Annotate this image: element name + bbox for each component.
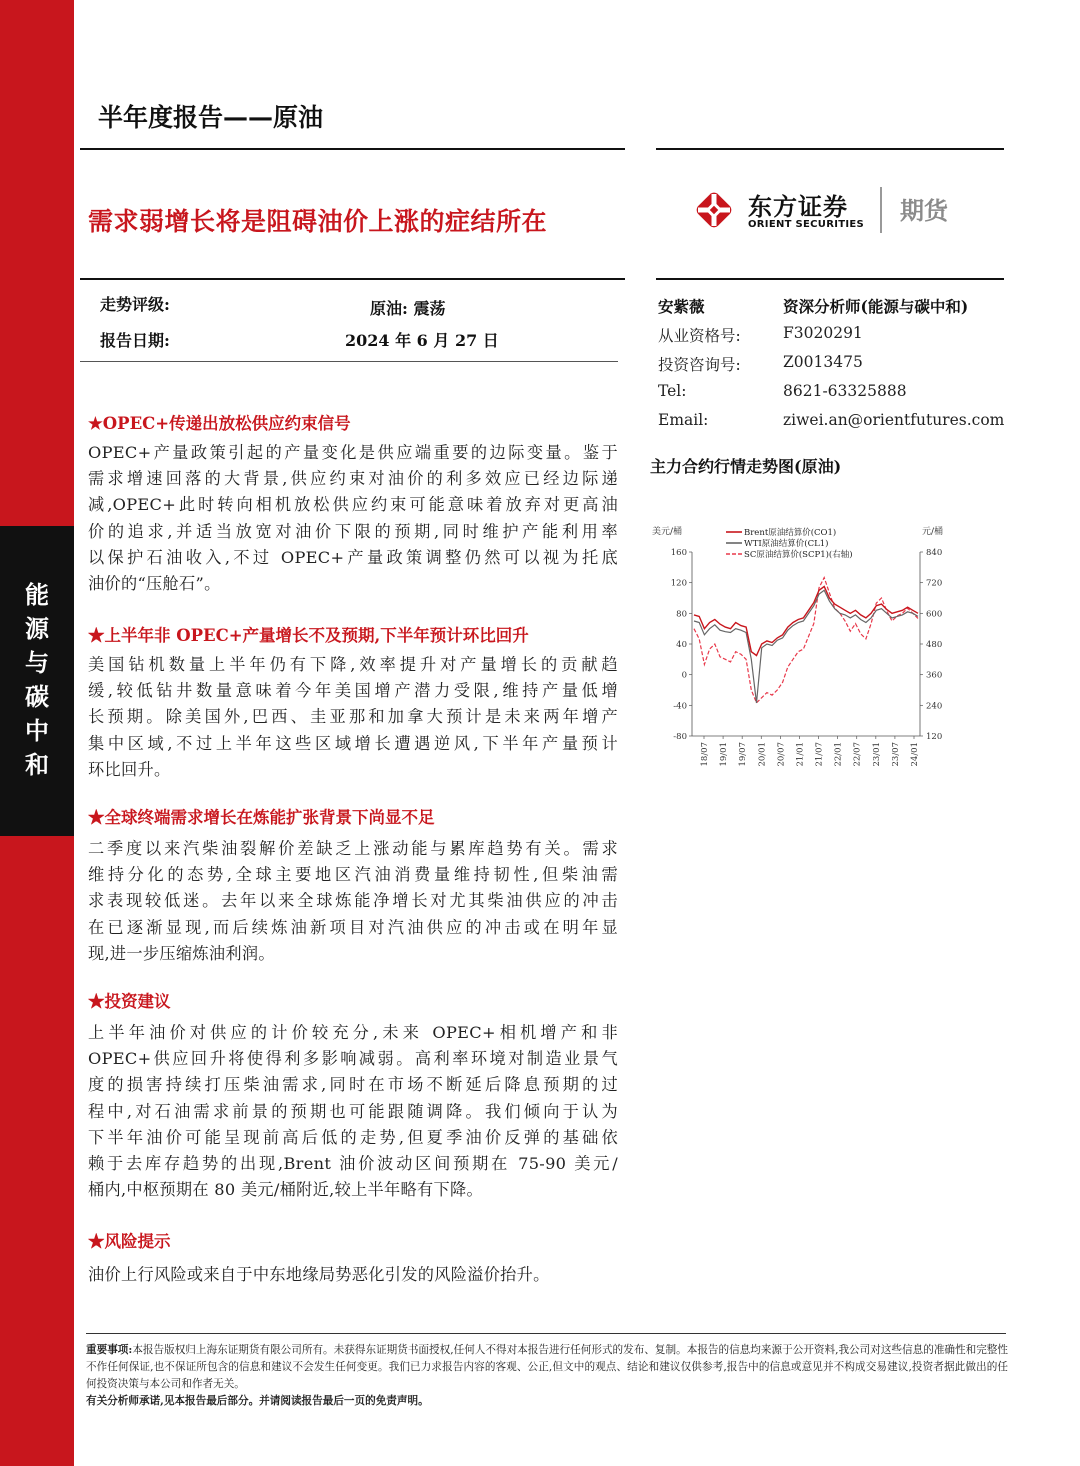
chart-title: 主力合约行情走势图(原油) [650,457,842,476]
chart-x-tick-label: 23/07 [890,742,901,767]
disclaimer-text: 本报告版权归上海东证期货有限公司所有。未获得东证期货书面授权,任何人不得对本报告进行任何形式的发布、复制。本报告的信息均来源于公开资料,我公司对这些信息的准确性和完整性不作任何保证,也不保证所包含的信息和建议不会发生任何变更。我们已力求报告内容的客观、公正,但文中的观点、结论和建议仅供参考,报告中的信息或意见并不构成交易建议,投资者据此做出的任何投资决策与本公司和作者无关。 [86,1344,1008,1390]
chart-right-tick-label: 480 [926,640,943,650]
analyst-row-label: 投资咨询号: [658,356,741,374]
chart-x-tick-label: 20/07 [776,742,787,767]
report-type: 半年度报告——原油 [98,103,324,132]
logo-cn-text: 东方证券 [748,193,848,221]
date-value: 2024 年 6 月 27 日 [345,331,499,350]
meta-rule-left [80,278,625,280]
meta-bottom-rule [80,361,618,362]
analyst-title: 资深分析师(能源与碳中和) [783,297,969,316]
chart-right-unit: 元/桶 [922,527,944,537]
report-headline: 需求弱增长将是阻碍油价上涨的症结所在 [88,207,548,236]
chart-x-tick-label: 22/07 [852,742,863,767]
body-line: 维持分化的态势,全球主要地区汽油消费量维持韧性,但柴油需 [88,865,618,885]
chart-legend-label: WTI原油结算价(CL1) [744,539,829,549]
body-line: 桶内,中枢预期在 80 美元/桶附近,较上半年略有下降。 [88,1180,483,1200]
disclaimer-bold-line: 有关分析师承诺,见本报告最后部分。并请阅读报告最后一页的免责声明。 [86,1395,429,1407]
body-line: 二季度以来汽柴油裂解价差缺乏上涨动能与累库趋势有关。需求 [88,839,618,858]
price-chart [648,520,960,782]
section-body-demand [88,836,618,967]
body-line: 环比回升。 [88,759,171,779]
orient-logo-icon [690,186,738,234]
analyst-row-value: Z0013475 [783,353,863,371]
side-char: 源 [25,615,49,643]
body-line: 以保护石油收入,不过 OPEC+产量政策调整仍然可以视为托底 [88,547,618,567]
chart-right-tick-label: 360 [926,670,943,681]
logo-divider [880,187,882,233]
body-line: 缓,较低钻井数量意味着今年美国增产潜力受限,维持产量低增 [88,681,618,701]
side-char: 中 [25,717,49,745]
chart-right-tick-label: 120 [926,732,943,742]
chart-left-tick-label: -80 [673,732,687,742]
analyst-name: 安紫薇 [658,297,705,316]
chart-right-tick-label: 840 [926,548,943,558]
chart-series-line [694,587,918,656]
chart-x-tick-label: 22/01 [833,742,844,767]
body-line: 在已逐渐显现,而后续炼油新项目对汽油供应的冲击或在明年显 [88,917,618,937]
body-line: 现,进一步压缩炼油利润。 [88,943,275,963]
disclaimer [86,1342,1008,1410]
chart-x-tick-label: 23/01 [871,742,882,767]
body-line: 美国钻机数量上半年仍有下降,效率提升对产量增长的贡献趋 [88,655,618,674]
chart-x-tick-label: 19/07 [738,742,749,767]
company-logo [690,183,960,237]
chart-left-tick-label: -40 [673,701,687,712]
section-body-risk [88,1262,618,1288]
body-line: 价的追求,并适当放宽对油价下限的预期,同时维护产能利用率 [88,521,618,541]
side-strip-top [0,0,74,526]
chart-right-tick-label: 240 [926,701,943,712]
logo-division-text: 期货 [900,197,948,225]
chart-x-tick-label: 20/01 [757,742,768,767]
analyst-email[interactable]: ziwei.an@orientfutures.com [783,411,1005,429]
analyst-row-value: F3020291 [783,324,863,342]
analyst-row-label: Tel: [658,382,687,400]
section-heading-risk: ★风险提示 [88,1232,171,1251]
chart-legend-label: Brent原油结算价(CO1) [744,528,837,538]
side-char: 与 [25,649,49,677]
body-line: 度的损害持续打压柴油需求,同时在市场不断延后降息预期的过 [88,1075,618,1095]
chart-left-unit: 美元/桶 [652,527,683,537]
body-line: 油价的“压舱石”。 [88,574,221,594]
chart-left-tick-label: 160 [670,548,687,558]
body-line: 程中,对石油需求前景的预期也可能跟随调降。我们倾向于认为 [88,1101,618,1121]
body-line: 求表现较低迷。去年以来全球炼能净增长对尤其柴油供应的冲击 [88,891,618,911]
chart-left-tick-label: 120 [670,578,687,589]
footer-rule [86,1333,1006,1334]
section-heading-non-opec: ★上半年非 OPEC+产量增长不及预期,下半年预计环比回升 [88,626,529,645]
rating-label: 走势评级: [100,295,170,314]
section-heading-opec: ★OPEC+传递出放松供应约束信号 [88,414,351,433]
section-heading-investment: ★投资建议 [88,992,171,1011]
section-heading-demand: ★全球终端需求增长在炼能扩张背景下尚显不足 [88,808,435,827]
body-line: OPEC+供应回升将使得利多影响减弱。高利率环境对制造业景气 [88,1049,618,1069]
chart-left-tick-label: 40 [676,640,687,650]
rating-value: 原油: 震荡 [370,299,446,318]
side-category-label [0,578,74,782]
date-label: 报告日期: [100,331,170,350]
side-char: 能 [25,581,49,609]
body-line: 油价上行风险或来自于中东地缘局势恶化引发的风险溢价抬升。 [88,1265,550,1284]
chart-legend-label: SC原油结算价(SCP1)(右轴) [744,550,853,560]
logo-en-text: ORIENT SECURITIES [748,219,865,230]
side-char: 碳 [25,683,49,711]
meta-rule-right [656,278,1004,280]
chart-x-tick-label: 24/01 [910,742,920,767]
body-line: 集中区域,不过上半年这些区域增长遭遇逆风,下半年产量预计 [88,733,618,753]
chart-series-line [694,578,918,703]
analyst-row-label: 从业资格号: [658,327,741,345]
body-line: OPEC+产量政策引起的产量变化是供应端重要的边际变量。鉴于 [88,443,618,462]
chart-x-tick-label: 21/01 [795,742,806,767]
header-rule-right [656,148,1004,150]
chart-right-tick-label: 600 [926,609,943,620]
chart-left-tick-label: 0 [681,670,687,681]
side-strip-bottom [0,836,74,1466]
side-char: 和 [25,751,49,779]
disclaimer-label: 重要事项: [86,1344,133,1356]
chart-x-tick-label: 19/01 [719,742,730,767]
chart-x-tick-label: 21/07 [814,742,825,767]
section-body-non-opec [88,652,618,783]
body-line: 下半年油价可能呈现前高后低的走势,但夏季油价反弹的基础依 [88,1127,618,1147]
analyst-row-label: Email: [658,411,709,429]
analyst-row-value: 8621-63325888 [783,382,907,400]
section-body-opec [88,440,618,597]
body-line: 减,OPEC+此时转向相机放松供应约束可能意味着放弃对更高油 [88,495,618,515]
chart-right-tick-label: 720 [926,578,943,589]
section-body-investment [88,1020,618,1203]
chart-left-tick-label: 80 [676,609,687,620]
body-line: 需求增速回落的大背景,供应约束对油价的利多效应已经边际递 [88,469,618,489]
body-line: 上半年油价对供应的计价较充分,未来 OPEC+相机增产和非 [88,1023,618,1042]
header-rule-left [80,148,625,150]
chart-x-tick-label: 18/07 [700,742,710,767]
body-line: 长预期。除美国外,巴西、圭亚那和加拿大预计是未来两年增产 [88,707,618,727]
body-line: 赖于去库存趋势的出现,Brent 油价波动区间预期在 75-90 美元/ [88,1154,618,1174]
